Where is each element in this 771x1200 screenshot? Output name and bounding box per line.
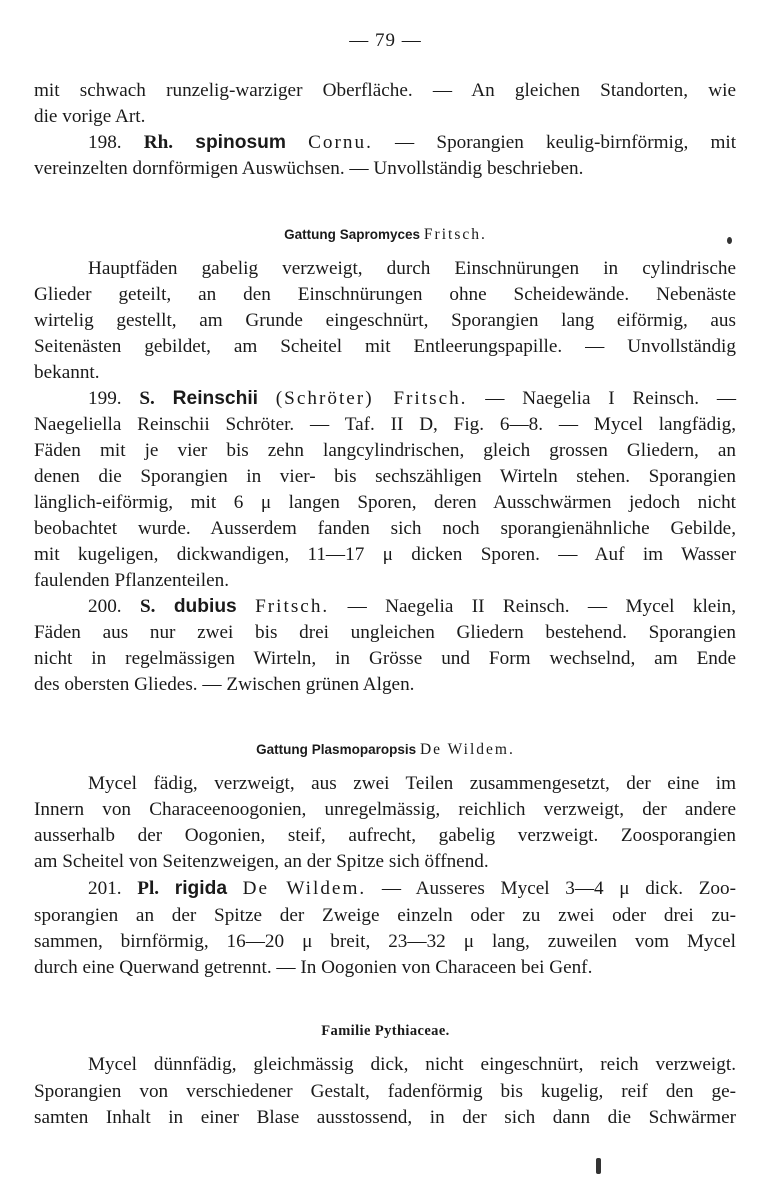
entry-201-line-4: durch eine Querwand getrennt. — In Oogonien von Characeen bei Genf. [34,957,593,978]
entry-199-line-1 [34,386,736,412]
page-number: — 79 — [349,30,422,51]
entry-201-line-1 [34,876,736,902]
species-name: Reinschii [172,388,258,409]
genus-abbrev: S. [139,388,155,409]
entry-number: 198. [88,132,122,153]
plasmoparopsis-line-1: Mycel fädig, verzweigt, aus zwei Teilen zusammengesetzt, der eine im [88,773,736,794]
entry-number: 200. [88,596,122,617]
plasmoparopsis-line-2: Innern von Characeenoogonien, unregelmässig, reichlich verzweigt, der andere [34,799,736,820]
sapromyces-line-4: Seitenästen gebildet, am Scheitel mit Entleerungspapille. — Unvollständig [34,336,736,357]
entry-number: 201. [88,878,122,899]
entry-200-line-4: des obersten Gliedes. — Zwischen grünen Algen. [34,674,415,695]
family-line-2: Sporangien von verschiedener Gestalt, fadenförmig bis kugelig, reif den ge- [34,1081,736,1102]
author: De Wildem. [419,741,515,758]
family-line-1: Mycel dünnfädig, gleichmässig dick, nicht eingeschnürt, reich verzweigt. [88,1054,736,1075]
sapromyces-line-3: wirtelig gestellt, am Grunde eingeschnürt, Sporangien lang eiförmig, aus [34,310,736,331]
plasmoparopsis-line-4: am Scheitel von Seitenzweigen, an der Spitze sich öffnend. [34,851,489,872]
ink-speck [596,1158,601,1174]
entry-text: — Naegelia I Reinsch. — [485,388,737,409]
author: (Schröter) Fritsch. [275,388,468,409]
author: De Wildem. [242,878,367,899]
genus-heading-sapromyces [0,226,771,244]
genus-name: Sapromyces [339,227,421,242]
entry-199-line-6: beobachtet wurde. Ausserdem fanden sich noch sporangienähnliche Gebilde, [34,518,736,539]
genus-abbrev: Pl. [137,878,160,899]
genus-name: Plasmoparopsis [311,742,417,757]
entry-198-line-2: vereinzelten dornförmigen Auswüchsen. — Unvollständig beschrieben. [34,158,584,179]
species-name: rigida [174,878,227,899]
entry-200-line-1 [34,594,736,620]
entry-199-line-7: mit kugeligen, dickwandigen, 11—17 μ dicken Sporen. — Auf im Wasser [34,544,736,565]
continuation-line-2: die vorige Art. [34,106,146,127]
entry-201-line-3: sammen, birnförmig, 16—20 μ breit, 23—32 μ lang, zuweilen vom Mycel [34,931,736,952]
genus-abbrev: Rh. [143,132,174,153]
entry-199-line-5: länglich-eiförmig, mit 6 μ langen Sporen, deren Ausschwärmen jedoch nicht [34,492,736,513]
entry-201-line-2: sporangien an der Spitze der Zweige einzeln oder zu zwei oder drei zu- [34,905,736,926]
entry-text: — Naegelia II Reinsch. — Mycel klein, [347,596,737,617]
entry-200-line-3: nicht in regelmässigen Wirteln, in Grösse und Form wechselnd, am Ende [34,648,736,669]
entry-text: — Sporangien keulig-birnförmig, mit [395,132,737,153]
family-heading: Familie Pythiaceae. [321,1023,450,1039]
species-name: spinosum [195,132,286,153]
ink-speck [727,237,732,244]
continuation-line-1: mit schwach runzelig-warziger Oberfläche. — An gleichen Standorten, wie [34,80,736,101]
sapromyces-line-2: Glieder geteilt, an den Einschnürungen ohne Scheidewände. Nebenäste [34,284,736,305]
genus-heading-plasmoparopsis [0,741,771,759]
family-line-3: samten Inhalt in einer Blase ausstossend, in der sich dann die Schwärmer [34,1107,736,1128]
sapromyces-line-5: bekannt. [34,362,100,383]
heading-word: Gattung [284,227,336,242]
entry-text: — Ausseres Mycel 3—4 μ dick. Zoo- [381,878,736,899]
author: Fritsch. [255,596,330,617]
entry-199-line-3: Fäden mit je vier bis zehn langcylindrischen, gleich grossen Gliedern, an [34,440,736,461]
entry-200-line-2: Fäden aus nur zwei bis drei ungleichen Gliedern bestehend. Sporangien [34,622,736,643]
entry-199-line-8: faulenden Pflanzenteilen. [34,570,229,591]
entry-number: 199. [88,388,122,409]
species-name: dubius [173,596,237,617]
entry-199-line-4: denen die Sporangien in vier- bis sechszähligen Wirteln stehen. Sporangien [34,466,736,487]
genus-abbrev: S. [139,596,156,617]
plasmoparopsis-line-3: ausserhalb der Oogonien, steif, aufrecht, gabelig verzweigt. Zoosporangien [34,825,736,846]
entry-199-line-2: Naegeliella Reinschii Schröter. — Taf. II D, Fig. 6—8. — Mycel langfädig, [34,414,736,435]
sapromyces-line-1: Hauptfäden gabelig verzweigt, durch Einschnürungen in cylindrische [88,258,736,279]
entry-198-line-1 [34,130,736,156]
author: Cornu. [308,132,373,153]
heading-word: Gattung [256,742,308,757]
author: Fritsch. [423,226,487,243]
